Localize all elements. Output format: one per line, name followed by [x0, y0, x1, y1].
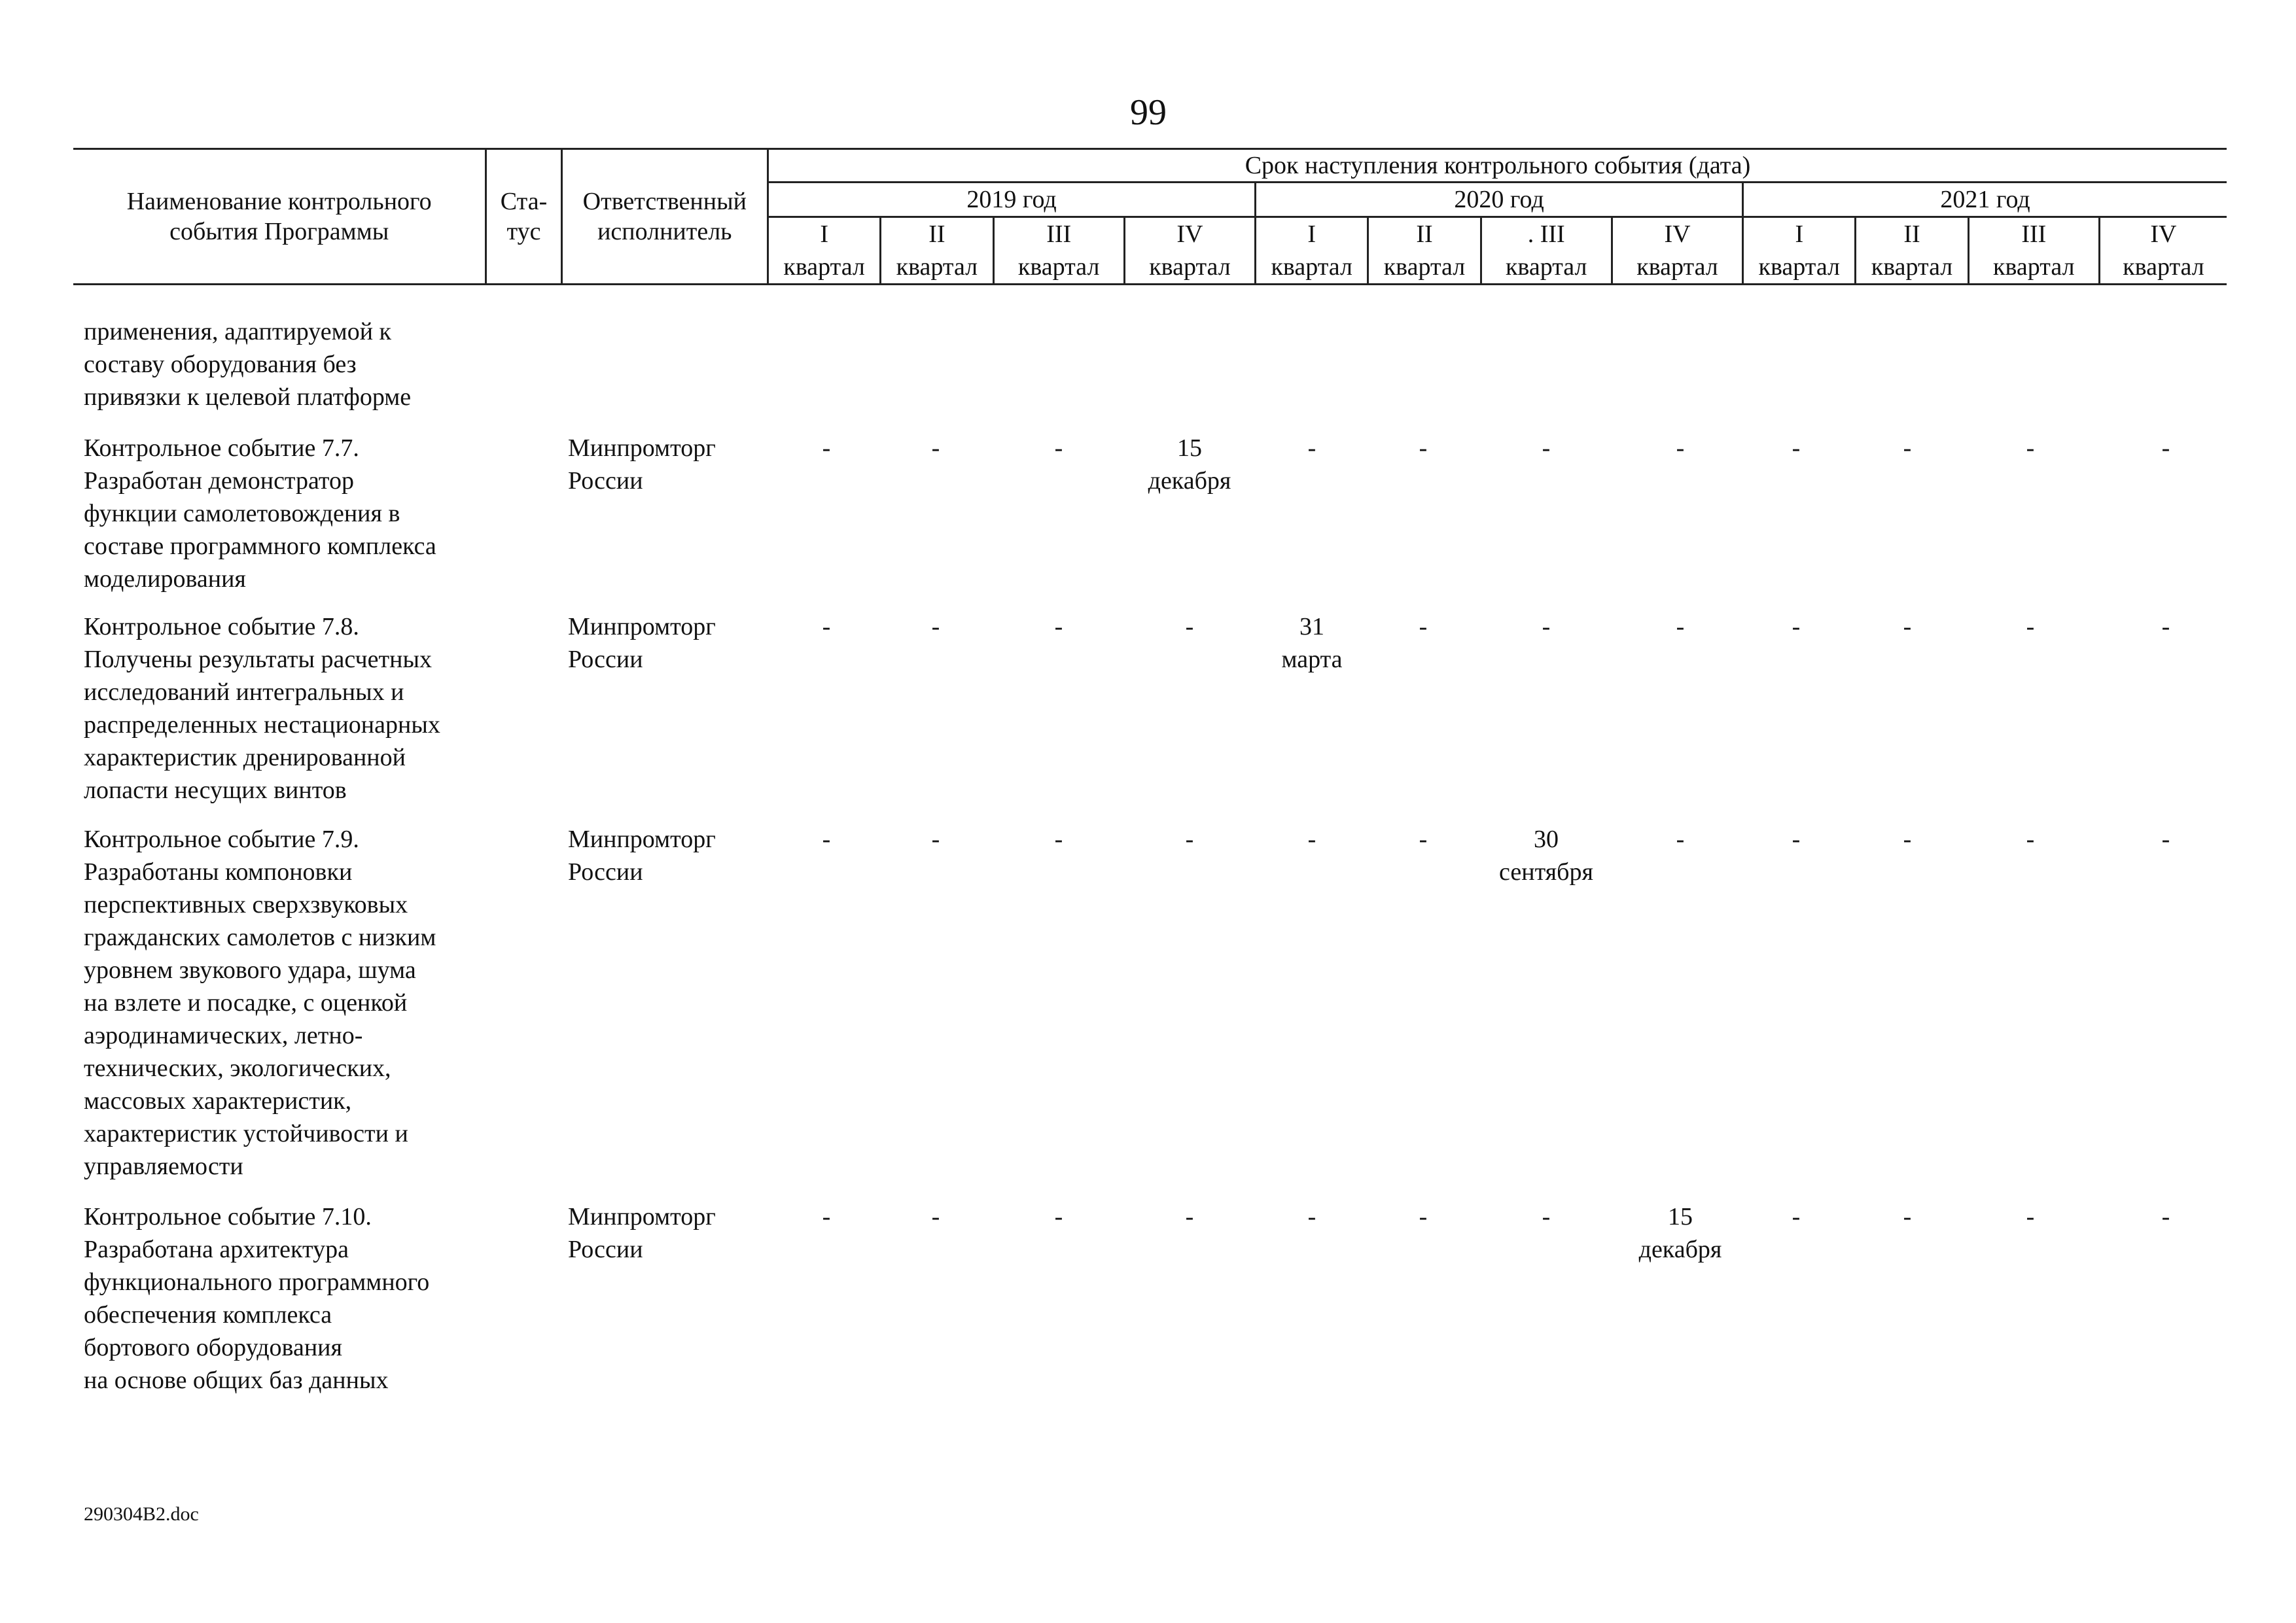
- event-name: [84, 823, 503, 1183]
- quarter-cell-value: -: [1792, 434, 1801, 462]
- header-status: Ста- тус: [486, 149, 561, 285]
- quarter-cell: [768, 823, 885, 856]
- quarter-cell: [1131, 1200, 1248, 1233]
- schedule-table-header: [73, 148, 2227, 285]
- event-name: [84, 610, 503, 807]
- header-quarter-word: квартал: [2099, 251, 2227, 285]
- quarter-cell-value: 30: [1534, 826, 1559, 853]
- quarter-cell: [1487, 1200, 1605, 1233]
- quarter-cell-value: -: [822, 826, 831, 853]
- quarter-cell-value: -: [1903, 613, 1912, 640]
- quarter-cell-value: -: [1419, 613, 1428, 640]
- quarter-cell-value: -: [822, 434, 831, 462]
- quarter-cell: [1487, 432, 1605, 464]
- quarter-cell-value: -: [1054, 613, 1063, 640]
- header-quarter-numeral: . III: [1481, 217, 1612, 251]
- quarter-cell: [768, 1200, 885, 1233]
- quarter-cell: [1131, 610, 1248, 643]
- executor-line: России: [568, 646, 643, 673]
- event-name-line: характеристик дренированной: [84, 744, 406, 771]
- event-name-line: бортового оборудования: [84, 1334, 342, 1361]
- event-name-line: Контрольное событие 7.9.: [84, 826, 359, 853]
- quarter-cell: [1253, 432, 1371, 464]
- header-quarter-numeral: I: [1743, 217, 1856, 251]
- quarter-cell: [1971, 1200, 2089, 1233]
- header-quarter-word: квартал: [1743, 251, 1856, 285]
- quarter-cell: [1364, 432, 1482, 464]
- header-year-2020: 2020 год: [1256, 183, 1743, 217]
- header-quarter-numeral: IV: [2099, 217, 2227, 251]
- quarter-cell: [1000, 432, 1118, 464]
- quarter-cell: [1131, 823, 1248, 856]
- quarter-cell: [1737, 610, 1855, 643]
- event-name: [84, 432, 503, 595]
- quarter-cell-value: -: [1054, 434, 1063, 462]
- header-executor: Ответственный исполнитель: [561, 149, 768, 285]
- executor-line: России: [568, 467, 643, 495]
- header-quarter-numeral: II: [881, 217, 993, 251]
- header-quarter-word: квартал: [1481, 251, 1612, 285]
- quarter-cell-value: -: [1419, 434, 1428, 462]
- quarter-cell: [1621, 432, 1739, 464]
- quarter-cell-value: -: [1903, 1203, 1912, 1230]
- quarter-cell-value: -: [1542, 434, 1551, 462]
- header-quarter-numeral: II: [1856, 217, 1968, 251]
- quarter-cell-value: -: [2161, 613, 2170, 640]
- quarter-cell-value: -: [1792, 1203, 1801, 1230]
- event-name-line: моделирования: [84, 565, 246, 593]
- quarter-cell: [2107, 610, 2225, 643]
- quarter-cell: [1131, 432, 1248, 497]
- quarter-cell: [2107, 823, 2225, 856]
- quarter-cell: [1737, 1200, 1855, 1233]
- quarter-cell-value: -: [2026, 434, 2035, 462]
- quarter-cell-value: -: [1307, 826, 1316, 853]
- quarter-cell: [768, 432, 885, 464]
- executor-line: Минпромторг: [568, 1203, 716, 1230]
- event-name-line: Разработана архитектура: [84, 1236, 349, 1263]
- quarter-cell-value: -: [1054, 826, 1063, 853]
- quarter-cell: [1000, 823, 1118, 856]
- quarter-cell: [1364, 610, 1482, 643]
- header-quarter-word: квартал: [1124, 251, 1255, 285]
- header-quarter-word: квартал: [1968, 251, 2099, 285]
- quarter-cell-value: -: [1676, 613, 1685, 640]
- quarter-cell-value: -: [1792, 826, 1801, 853]
- quarter-cell: [1971, 432, 2089, 464]
- event-name-line: Получены результаты расчетных: [84, 646, 432, 673]
- quarter-cell: [1848, 610, 1966, 643]
- quarter-cell: [1000, 1200, 1118, 1233]
- quarter-cell-value: -: [2026, 826, 2035, 853]
- event-name-line: уровнем звукового удара, шума: [84, 956, 416, 984]
- quarter-cell-value: -: [1419, 1203, 1428, 1230]
- quarter-cell-value: -: [931, 1203, 940, 1230]
- quarter-cell: [877, 610, 995, 643]
- quarter-cell-value: 15: [1668, 1203, 1693, 1230]
- quarter-cell-value: -: [1792, 613, 1801, 640]
- quarter-cell: [1848, 1200, 1966, 1233]
- quarter-cell-value: декабря: [1148, 467, 1231, 495]
- event-name-line: составу оборудования без: [84, 351, 357, 378]
- header-quarter-word: квартал: [768, 251, 881, 285]
- header-quarter-numeral: I: [768, 217, 881, 251]
- header-quarter-word: квартал: [1368, 251, 1481, 285]
- quarter-cell-value: сентября: [1499, 858, 1593, 886]
- quarter-cell: [2107, 432, 2225, 464]
- header-quarter-numeral: IV: [1612, 217, 1742, 251]
- quarter-cell: [2107, 1200, 2225, 1233]
- event-name-line: Контрольное событие 7.10.: [84, 1203, 372, 1230]
- event-name-line: Разработан демонстратор: [84, 467, 354, 495]
- quarter-cell: [1000, 610, 1118, 643]
- quarter-cell: [1621, 1200, 1739, 1266]
- event-name-line: привязки к целевой платформе: [84, 383, 412, 411]
- event-name-line: технических, экологических,: [84, 1055, 391, 1082]
- event-name-line: аэродинамических, летно-: [84, 1022, 363, 1049]
- header-event-name: Наименование контрольного события Программы: [73, 149, 486, 285]
- executor-line: России: [568, 858, 643, 886]
- quarter-cell: [768, 610, 885, 643]
- event-name-line: на взлете и посадке, с оценкой: [84, 989, 408, 1017]
- quarter-cell-value: марта: [1281, 646, 1343, 673]
- quarter-cell-value: -: [2026, 613, 2035, 640]
- event-name-line: исследований интегральных и: [84, 678, 404, 706]
- quarter-cell-value: -: [1903, 826, 1912, 853]
- event-name-line: гражданских самолетов с низким: [84, 924, 436, 951]
- event-name-line: Контрольное событие 7.7.: [84, 434, 359, 462]
- event-name-line: распределенных нестационарных: [84, 711, 440, 739]
- quarter-cell: [1364, 1200, 1482, 1233]
- header-quarter-numeral: IV: [1124, 217, 1255, 251]
- quarter-cell: [1737, 432, 1855, 464]
- responsible-executor: [568, 823, 784, 888]
- header-deadline: Срок наступления контрольного события (дата): [768, 149, 2227, 183]
- quarter-cell-value: -: [1903, 434, 1912, 462]
- event-name-line: обеспечения комплекса: [84, 1301, 332, 1329]
- quarter-cell: [1253, 610, 1371, 676]
- header-quarter-numeral: II: [1368, 217, 1481, 251]
- quarter-cell: [1487, 610, 1605, 643]
- event-name-line: перспективных сверхзвуковых: [84, 891, 408, 918]
- quarter-cell-value: -: [822, 1203, 831, 1230]
- quarter-cell-value: 15: [1177, 434, 1202, 462]
- quarter-cell-value: -: [1419, 826, 1428, 853]
- page-number: 99: [1130, 92, 1167, 133]
- quarter-cell: [1971, 610, 2089, 643]
- quarter-cell-value: -: [1054, 1203, 1063, 1230]
- quarter-cell-value: -: [2161, 434, 2170, 462]
- executor-line: Минпромторг: [568, 613, 716, 640]
- quarter-cell-value: -: [1185, 1203, 1194, 1230]
- event-name-line: лопасти несущих винтов: [84, 777, 347, 804]
- quarter-cell: [1848, 823, 1966, 856]
- responsible-executor: [568, 1200, 784, 1266]
- event-name-line: составе программного комплекса: [84, 532, 436, 560]
- quarter-cell-value: -: [2026, 1203, 2035, 1230]
- header-year-2021: 2021 год: [1743, 183, 2227, 217]
- event-name-line: функции самолетовождения в: [84, 500, 400, 527]
- event-name: [84, 1200, 503, 1397]
- quarter-cell: [1848, 432, 1966, 464]
- quarter-cell-value: -: [1185, 826, 1194, 853]
- quarter-cell-value: -: [822, 613, 831, 640]
- event-name-line: на основе общих баз данных: [84, 1367, 389, 1394]
- quarter-cell-value: -: [2161, 1203, 2170, 1230]
- quarter-cell: [877, 823, 995, 856]
- quarter-cell: [1253, 1200, 1371, 1233]
- header-quarter-word: квартал: [1256, 251, 1368, 285]
- quarter-cell: [1971, 823, 2089, 856]
- event-name-line: функционального программного: [84, 1268, 430, 1296]
- event-name-line: массовых характеристик,: [84, 1087, 352, 1115]
- header-quarter-word: квартал: [993, 251, 1124, 285]
- quarter-cell: [877, 1200, 995, 1233]
- event-name-line: характеристик устойчивости и: [84, 1120, 408, 1147]
- responsible-executor: [568, 432, 784, 497]
- quarter-cell-value: -: [931, 613, 940, 640]
- quarter-cell: [1364, 823, 1482, 856]
- quarter-cell-value: -: [931, 826, 940, 853]
- quarter-cell-value: декабря: [1638, 1236, 1722, 1263]
- footer-filename: 290304B2.doc: [84, 1503, 199, 1525]
- header-quarter-word: квартал: [1856, 251, 1968, 285]
- event-name-line: управляемости: [84, 1153, 243, 1180]
- header-quarter-numeral: I: [1256, 217, 1368, 251]
- header-quarter-word: квартал: [1612, 251, 1742, 285]
- quarter-cell-value: -: [1676, 826, 1685, 853]
- quarter-cell-value: -: [931, 434, 940, 462]
- responsible-executor: [568, 610, 784, 676]
- quarter-cell-value: -: [2161, 826, 2170, 853]
- quarter-cell-value: 31: [1299, 613, 1324, 640]
- event-name-line: Контрольное событие 7.8.: [84, 613, 359, 640]
- event-name: [84, 315, 503, 413]
- quarter-cell: [1487, 823, 1605, 888]
- quarter-cell: [1737, 823, 1855, 856]
- header-quarter-numeral: III: [1968, 217, 2099, 251]
- quarter-cell-value: -: [1185, 613, 1194, 640]
- executor-line: Минпромторг: [568, 826, 716, 853]
- header-quarter-word: квартал: [881, 251, 993, 285]
- quarter-cell-value: -: [1542, 613, 1551, 640]
- header-quarter-numeral: III: [993, 217, 1124, 251]
- quarter-cell-value: -: [1307, 1203, 1316, 1230]
- quarter-cell-value: -: [1542, 1203, 1551, 1230]
- header-year-2019: 2019 год: [768, 183, 1256, 217]
- event-name-line: применения, адаптируемой к: [84, 318, 391, 345]
- quarter-cell: [1253, 823, 1371, 856]
- quarter-cell: [877, 432, 995, 464]
- quarter-cell: [1621, 823, 1739, 856]
- executor-line: России: [568, 1236, 643, 1263]
- quarter-cell-value: -: [1676, 434, 1685, 462]
- event-name-line: Разработаны компоновки: [84, 858, 353, 886]
- executor-line: Минпромторг: [568, 434, 716, 462]
- quarter-cell-value: -: [1307, 434, 1316, 462]
- quarter-cell: [1621, 610, 1739, 643]
